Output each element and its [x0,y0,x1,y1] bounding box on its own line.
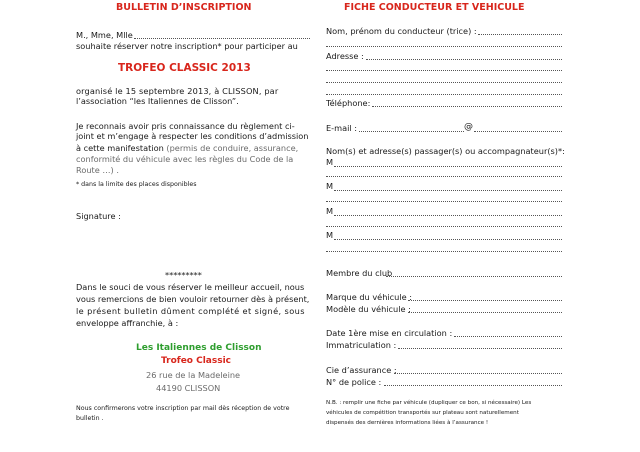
driver-name-line[interactable] [478,34,562,35]
registration-label: Immatriculation : [326,340,397,350]
insurance-line[interactable] [394,373,562,374]
ack-line-1: Je reconnais avoir pris connaissance du règlement ci- [76,121,295,131]
passengers-label: Nom(s) et adresse(s) passager(s) ou accompagnateur(s)*: [326,146,565,156]
stars-separator: ********* [165,270,202,280]
closing-line-3: le présent bulletin dûment complété et signé, sous [76,306,305,316]
insurance-label: Cie d’assurance : [326,365,397,375]
ack-line-3 [76,143,298,153]
first-date-line[interactable] [454,336,562,337]
email-domain-line[interactable] [474,131,562,132]
passenger-line-1b[interactable] [326,176,562,177]
phone-line[interactable] [372,106,562,107]
address-line-2[interactable] [326,70,562,71]
address-street: 26 rue de la Madeleine [146,370,241,380]
ack-line-2: joint et m’engage à respecter les conditions d’admission [76,131,309,141]
ack-line-5: Route …) . [76,165,119,175]
footnote: * dans la limite des places disponibles [76,181,197,188]
club-line[interactable] [386,276,562,277]
passenger-line-3[interactable] [334,215,562,216]
confirm-line-2: bulletin . [76,415,104,422]
driver-name-label: Nom, prénom du conducteur (trice) : [326,26,477,36]
email-user-line[interactable] [359,131,464,132]
registration-heading: BULLETIN D’INSCRIPTION [116,2,252,13]
passenger-line-1[interactable] [334,166,562,167]
policy-label: N° de police : [326,377,382,387]
passenger-line-3b[interactable] [326,226,562,227]
name-line[interactable] [134,38,310,39]
club-label: Membre du club [326,268,393,278]
address-organization: Les Italiennes de Clisson [136,343,262,353]
address-label: Adresse : [326,51,364,61]
signature-label: Signature : [76,211,121,221]
event-title: TROFEO CLASSIC 2013 [118,62,251,74]
registration-line[interactable] [398,348,562,349]
ack-line-3-gray: (permis de conduire, assurance, [166,143,299,153]
closing-line-2: vous remercions de bien vouloir retourner dès à présent, [76,294,310,304]
passenger-m-2: M [326,181,334,191]
passenger-line-2[interactable] [334,190,562,191]
note-line-1: N.B. : remplir une fiche par véhicule (dupliquer ce bon, si nécessaire) Les [326,400,532,406]
model-label: Modèle du véhicule : [326,304,411,314]
address-city: 44190 CLISSON [156,383,221,393]
policy-line[interactable] [384,385,562,386]
passenger-line-4[interactable] [334,239,562,240]
email-label: E-mail : [326,123,358,133]
passenger-line-2b[interactable] [326,201,562,202]
note-line-2: véhicules de compétition transportés sur plateau sont naturellement [326,410,519,416]
organized-line-2: l’association “les Italiennes de Clisson”. [76,96,239,106]
brand-label: Marque du véhicule : [326,292,413,302]
note-line-3: dispensés des dernières informations liées à l’assurance ! [326,420,489,426]
closing-line-1: Dans le souci de vous réserver le meilleur accueil, nous [76,282,305,292]
confirm-line-1: Nous confirmerons votre inscription par mail dès réception de votre [76,405,290,412]
passenger-line-4b[interactable] [326,251,562,252]
ack-line-3-text: à cette manifestation [76,143,164,153]
salutation-label: M., Mme, Mlle [76,30,133,40]
address-line-1[interactable] [366,59,562,60]
passenger-m-1: M [326,157,334,167]
passenger-m-4: M [326,230,334,240]
address-line-4[interactable] [326,94,562,95]
passenger-m-3: M [326,206,334,216]
first-date-label: Date 1ère mise en circulation : [326,328,453,338]
phone-label: Téléphone: [326,98,371,108]
ack-line-4: conformité du véhicule avec les règles du Code de la [76,154,294,164]
address-event: Trofeo Classic [161,356,232,366]
email-at: @ [464,122,473,132]
address-line-3[interactable] [326,82,562,83]
driver-name-line-2[interactable] [326,46,562,47]
driver-heading: FICHE CONDUCTEUR ET VEHICULE [344,2,525,13]
closing-line-4: enveloppe affranchie, à : [76,318,179,328]
brand-line[interactable] [408,300,562,301]
organized-line-1: organisé le 15 septembre 2013, à CLISSON, par [76,86,279,96]
wish-text: souhaite réserver notre inscription* pour participer au [76,41,298,51]
model-line[interactable] [408,312,562,313]
